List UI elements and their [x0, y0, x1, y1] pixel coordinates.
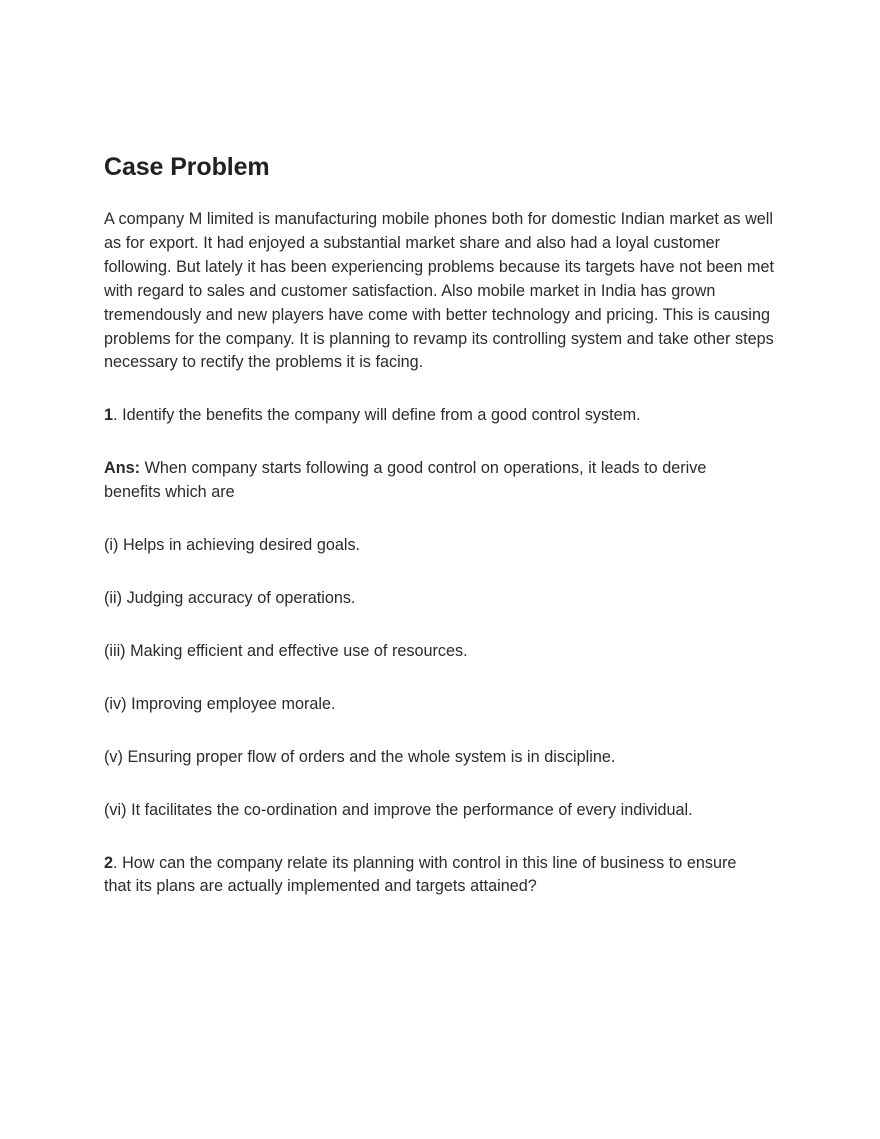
question-2-text: . How can the company relate its planning with control in this line of business to ensure that its plans are actually implemented and targets attained? [104, 853, 737, 896]
list-item: (v) Ensuring proper flow of orders and the whole system is in discipline. [104, 747, 616, 766]
answer-label: Ans: [104, 459, 140, 478]
case-description-paragraph: A company M limited is manufacturing mobile phones both for domestic Indian market as well as for export. It had enjoyed a substantial market share and also had a loyal customer following. But lately it has been experiencing problems because its targets have not been met with regard to sales and customer satisfaction. Also mobile market in India has grown tremendously and new players have come with better technology and pricing. This is causing problems for the company. It is planning to revamp its controlling system and take other steps necessary to rectify the problems it is facing. [104, 210, 774, 372]
question-1-text: . Identify the benefits the company will define from a good control system. [113, 406, 641, 425]
page-title: Case Problem [104, 153, 270, 181]
list-item: (iii) Making efficient and effective use of resources. [104, 641, 468, 660]
answer-1-paragraph [104, 457, 764, 505]
list-item: (iv) Improving employee morale. [104, 694, 336, 713]
answer-1-text: When company starts following a good control on operations, it leads to derive benefits which are [104, 459, 707, 502]
list-item: (i) Helps in achieving desired goals. [104, 536, 361, 555]
question-2-paragraph [104, 852, 764, 900]
question-1-paragraph [104, 404, 764, 428]
question-1-number: 1 [104, 406, 114, 425]
question-2-number: 2 [104, 853, 114, 872]
list-item: (ii) Judging accuracy of operations. [104, 588, 356, 607]
list-item: (vi) It facilitates the co-ordination and improve the performance of every individual. [104, 800, 693, 819]
